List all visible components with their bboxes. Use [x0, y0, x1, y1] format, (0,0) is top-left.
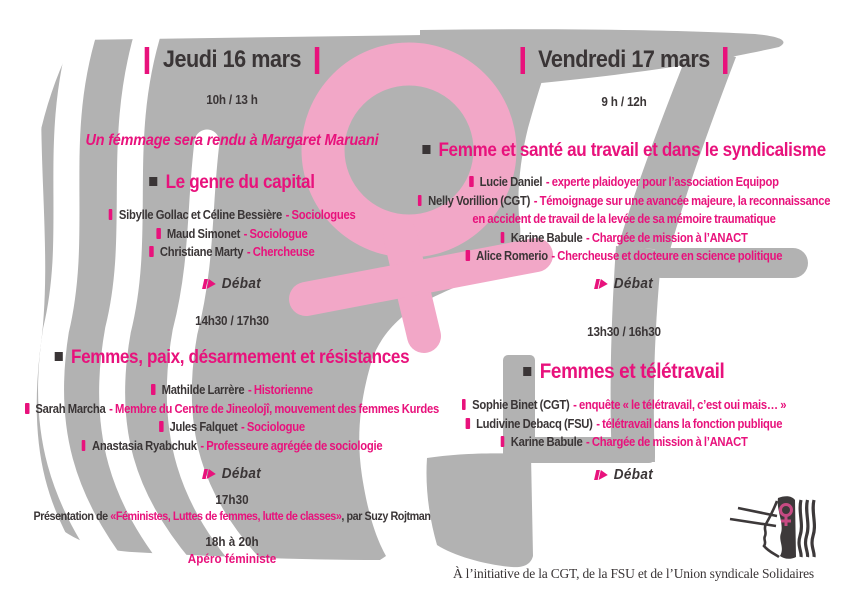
debate-row — [413, 275, 836, 292]
speaker-bullet-icon — [462, 399, 466, 410]
speaker-row — [413, 173, 836, 192]
speaker-row — [21, 437, 444, 456]
speaker-row — [413, 247, 836, 266]
speaker-name: Nelly Vorillion (CGT) — [428, 193, 531, 208]
debate-arrow-icon — [594, 470, 609, 480]
speaker-bullet-icon — [82, 440, 86, 451]
square-bullet-icon — [422, 145, 430, 154]
speaker-row — [413, 433, 836, 452]
speaker-bullet-icon — [150, 246, 154, 257]
speaker-row — [21, 243, 444, 262]
presentation-line — [21, 509, 444, 523]
presentation-suffix: , par Suzy Rojtman — [341, 509, 431, 523]
apero-label: Apéro féministe — [187, 551, 277, 566]
speaker-bullet-icon — [418, 195, 422, 206]
session-title — [413, 360, 836, 384]
square-bullet-icon — [524, 367, 532, 376]
speaker-bullet-icon — [25, 403, 29, 414]
day-column-thursday — [21, 0, 444, 601]
speaker-name: Karine Babule — [510, 435, 583, 449]
day-header — [21, 46, 444, 74]
speakers-list — [21, 206, 444, 262]
speaker-role: - télétravail dans la fonction publique — [596, 416, 783, 431]
speaker-bullet-icon — [109, 209, 113, 220]
speaker-name: Christiane Marty — [159, 245, 244, 259]
speaker-role: - Chargée de mission à l’ANACT — [586, 230, 748, 245]
session-title-text: Femmes et télétravail — [539, 360, 725, 383]
speaker-bullet-icon — [500, 232, 504, 243]
day-header — [413, 46, 836, 74]
face-profile-icon — [764, 501, 779, 557]
debate-arrow-icon — [202, 279, 217, 289]
speaker-name: Maud Simonet — [166, 226, 241, 241]
speaker-row — [21, 381, 444, 400]
speaker-role: - enquête « le télétravail, c’est oui mais… » — [573, 398, 787, 412]
speakers-list — [413, 396, 836, 452]
speaker-bullet-icon — [151, 384, 155, 395]
day-title: Vendredi 17 mars — [538, 46, 710, 73]
apero-time: 18h à 20h — [205, 534, 259, 549]
speaker-bullet-icon — [500, 436, 504, 447]
speaker-bullet-icon — [157, 228, 161, 239]
debate-arrow-icon — [202, 469, 217, 479]
debate-label: Débat — [221, 465, 262, 482]
debate-row — [413, 466, 836, 483]
speaker-row — [413, 396, 836, 415]
woman-profile-logo — [728, 494, 816, 562]
speaker-bullet-icon — [159, 421, 163, 432]
speaker-role: - experte plaidoyer pour l’association Equipop — [545, 175, 779, 189]
square-bullet-icon — [55, 352, 63, 361]
speaker-name: Alice Romerio — [476, 249, 548, 263]
speaker-role: - Professeure agrégée de sociologie — [200, 438, 383, 453]
speaker-name: Karine Babule — [510, 230, 583, 245]
session-time: 10h / 13 h — [206, 92, 258, 107]
credit-line: À l’initiative de la CGT, de la FSU et de l’Union syndicale Solidaires — [452, 566, 814, 581]
speakers-list — [21, 381, 444, 455]
speaker-bullet-icon — [466, 250, 470, 261]
speaker-role: - Chercheuse et docteure en science politique — [551, 249, 783, 263]
speaker-name: Anastasia Ryabchuk — [92, 438, 197, 453]
speaker-role: - Sociologues — [285, 208, 356, 222]
speaker-row — [413, 415, 836, 434]
session-title — [21, 347, 444, 369]
presentation-title: «Féministes, Luttes de femmes, lutte de classes» — [110, 509, 342, 523]
session-title — [413, 140, 836, 162]
speaker-name: Mathilde Larrère — [161, 383, 245, 397]
session-title-text: Le genre du capital — [165, 172, 315, 193]
presentation-prefix: Présentation de — [33, 509, 111, 523]
speaker-row — [21, 206, 444, 225]
debate-label: Débat — [613, 466, 654, 483]
organizers-logo — [728, 494, 816, 562]
speaker-role: - Témoignage sur une avancée majeure, la reconnaissance en accident de travail de la levée de sa mémoire traumatique — [472, 193, 831, 226]
speaker-name: Lucie Daniel — [479, 175, 543, 189]
accent-bar-icon — [723, 47, 728, 74]
speaker-row — [413, 192, 836, 229]
speaker-role: - Historienne — [247, 383, 313, 397]
session-time: 9 h / 12h — [601, 94, 647, 109]
accent-bar-icon — [315, 47, 320, 74]
speaker-row — [21, 418, 444, 437]
speaker-name: Sibylle Gollac et Céline Bessière — [118, 208, 283, 222]
tribute-note: Un fémmage sera rendu à Margaret Maruani — [85, 132, 379, 149]
speaker-bullet-icon — [466, 418, 470, 429]
debate-row — [21, 465, 444, 482]
debate-arrow-icon — [594, 279, 609, 289]
speaker-row — [21, 225, 444, 244]
speaker-role: - Chargée de mission à l’ANACT — [586, 435, 748, 449]
session-title — [21, 172, 444, 194]
debate-row — [21, 275, 444, 292]
speaker-role: - Sociologue — [241, 420, 305, 434]
debate-label: Débat — [613, 275, 654, 292]
wavy-hair-lines-icon — [799, 500, 814, 557]
speaker-name: Ludivine Debacq (FSU) — [476, 416, 593, 431]
speaker-role: - Chercheuse — [246, 245, 315, 259]
day-title: Jeudi 16 mars — [162, 46, 302, 73]
session-time: 14h30 / 17h30 — [195, 313, 269, 328]
speaker-role: - Sociologue — [243, 226, 308, 241]
speakers-list — [413, 173, 836, 266]
session-time: 13h30 / 16h30 — [587, 324, 661, 339]
speaker-row — [413, 229, 836, 248]
accent-bar-icon — [145, 47, 150, 74]
speaker-role: - Membre du Centre de Jineolojî, mouvement des femmes Kurdes — [109, 401, 439, 416]
square-bullet-icon — [149, 177, 157, 186]
session-title-text: Femme et santé au travail et dans le syndicalisme — [438, 140, 826, 161]
speaker-bullet-icon — [469, 176, 473, 187]
speaker-name: Sophie Binet (CGT) — [472, 398, 570, 412]
evening-time: 17h30 — [215, 492, 249, 507]
debate-label: Débat — [221, 275, 262, 292]
accent-bar-icon — [520, 47, 525, 74]
session-title-text: Femmes, paix, désarmement et résistances — [70, 347, 410, 368]
speaker-name: Jules Falquet — [169, 420, 238, 434]
speaker-row — [21, 400, 444, 419]
speaker-name: Sarah Marcha — [35, 401, 106, 416]
